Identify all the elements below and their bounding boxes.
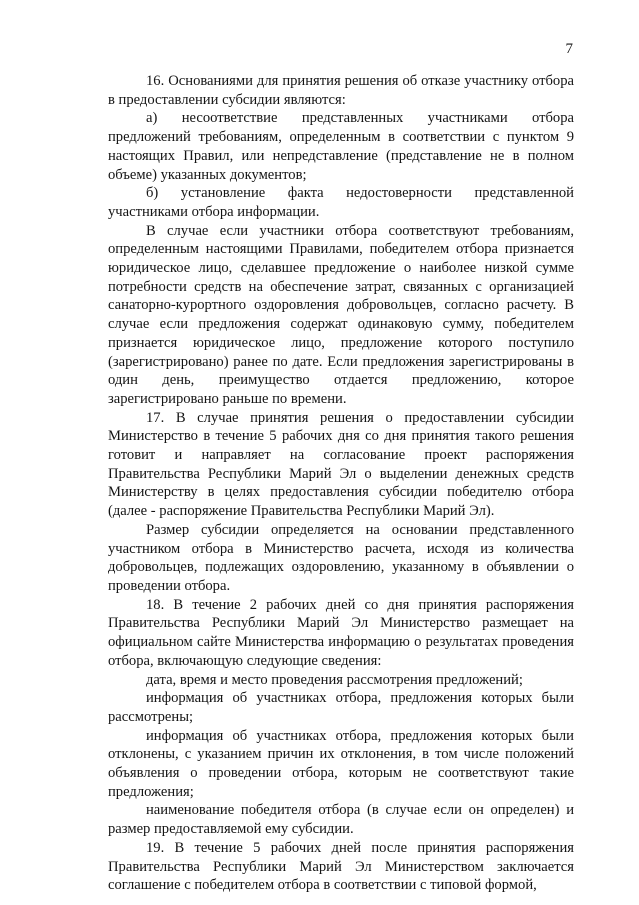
paragraph-18-item-rejected: информация об участниках отбора, предложения которых были отклонены, с указанием причин их отклонения, в том числе положений объявления о проведении отбора, которым не соответствуют такие предложения; <box>108 727 574 800</box>
paragraph-winner-selection: В случае если участники отбора соответствуют требованиям, определенным настоящими Правилами, победителем отбора признается юридическое лицо, сделавшее предложение о наиболее низкой сумме потребности средств на обеспечение затрат, связанных с организацией санаторно-курортного оздоровления добровольцев, согласно расчету. В случае если предложения содержат одинаковую сумму, победителем признается юридическое лицо, предложение которого поступило (зарегистрировано) ранее по дате. Если предложения зарегистрированы в один день, преимущество отдается предложению, которое зарегистрировано раньше по времени. <box>108 222 574 407</box>
document-body <box>108 72 574 895</box>
page-number: 7 <box>565 41 573 57</box>
paragraph-19: 19. В течение 5 рабочих дней после принятия распоряжения Правительства Республики Марий Эл Министерством заключается соглашение с победителем отбора в соответствии с типовой формой, <box>108 839 574 894</box>
paragraph-16-b: б) установление факта недостоверности представленной участниками отбора информации. <box>108 185 574 220</box>
paragraph-18-item-considered: информация об участниках отбора, предложения которых были рассмотрены; <box>108 690 574 725</box>
paragraph-subsidy-size: Размер субсидии определяется на основании представленного участником отбора в Министерство расчета, исходя из количества добровольцев, подлежащих оздоровлению, указанному в объявлении о проведении отбора. <box>108 521 574 594</box>
paragraph-18-item-date: дата, время и место проведения рассмотрения предложений; <box>146 671 523 688</box>
paragraph-16: 16. Основаниями для принятия решения об отказе участнику отбора в предоставлении субсидии являются: <box>108 73 574 108</box>
paragraph-16-a: а) несоответствие представленных участниками отбора предложений требованиям, определенным в соответствии с пунктом 9 настоящих Правил, или непредставление (представление не в полном объеме) указанных документов; <box>108 110 574 183</box>
paragraph-17: 17. В случае принятия решения о предоставлении субсидии Министерство в течение 5 рабочих дня со дня принятия такого решения готовит и направляет на согласование проект распоряжения Правительства Республики Марий Эл о выделении денежных средств Министерству в целях предоставления субсидии победителю отбора (далее - распоряжение Правительства Республики Марий Эл). <box>108 409 574 520</box>
paragraph-18: 18. В течение 2 рабочих дней со дня принятия распоряжения Правительства Республики Марий Эл Министерство размещает на официальном сайте Министерства информацию о результатах проведения отбора, включающую следующие сведения: <box>108 596 574 669</box>
paragraph-18-item-winner: наименование победителя отбора (в случае если он определен) и размер предоставляемой ему субсидии. <box>108 802 574 838</box>
